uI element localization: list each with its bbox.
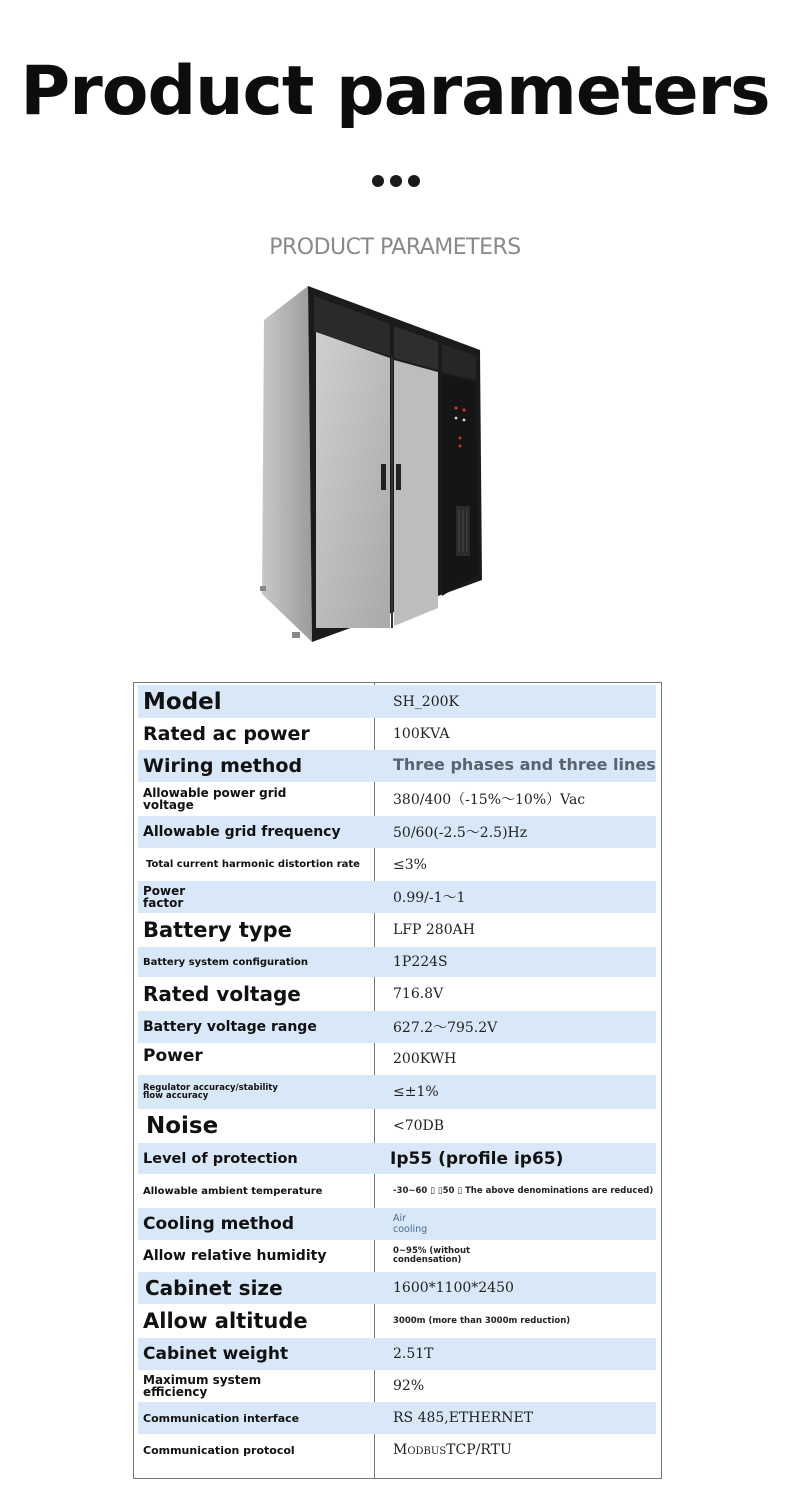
table-row (138, 685, 656, 718)
table-row (138, 1338, 656, 1370)
param-label: Wiring method (143, 755, 303, 777)
table-row (138, 1043, 656, 1075)
table-row (138, 977, 656, 1011)
param-label: Noise (146, 1113, 219, 1139)
param-value: 200KWH (393, 1051, 457, 1067)
param-value: LFP 280AH (393, 922, 475, 938)
table-row (138, 1272, 656, 1304)
table-row (138, 1075, 656, 1109)
table-row (138, 1434, 656, 1466)
param-value: SH_200K (393, 693, 459, 710)
param-value: <70DB (393, 1118, 445, 1134)
param-label: Communication protocol (143, 1443, 295, 1457)
param-value: 0.99/-1～1 (393, 890, 466, 906)
param-value: ≤±1% (393, 1084, 439, 1100)
param-label: Model (143, 688, 222, 715)
param-label: Power factor (143, 884, 186, 910)
table-row (138, 1402, 656, 1434)
table-row (138, 1208, 656, 1240)
param-value: ≤3% (393, 856, 427, 873)
param-label: Rated voltage (143, 982, 301, 1006)
param-value: Ip55 (profile ip65) (390, 1148, 564, 1169)
param-value: 1P224S (393, 954, 448, 970)
param-label: Allow altitude (143, 1309, 308, 1333)
dot (390, 175, 402, 187)
param-label: Cabinet size (145, 1276, 283, 1300)
param-label: Allow relative humidity (143, 1248, 327, 1264)
param-label: Battery type (143, 918, 292, 942)
param-label: Communication interface (143, 1411, 300, 1425)
table-row (138, 816, 656, 848)
param-label: Allowable grid frequency (143, 824, 341, 840)
param-value: 50/60(-2.5～2.5)Hz (393, 825, 528, 841)
param-label: Maximum system efficiency (143, 1373, 262, 1399)
param-label: Total current harmonic distortion rate (146, 859, 360, 870)
ellipsis-dots (372, 175, 420, 187)
param-label: Level of protection (143, 1150, 298, 1167)
table-row (138, 1109, 656, 1143)
table-row (138, 1304, 656, 1338)
param-label: Power (143, 1046, 203, 1066)
dot (408, 175, 420, 187)
table-row (138, 848, 656, 881)
table-row (138, 1240, 656, 1272)
parameters-table (133, 682, 662, 1479)
param-label: Cabinet weight (143, 1344, 289, 1364)
dot (372, 175, 384, 187)
param-value: 92% (393, 1378, 425, 1394)
param-value: 0~95% (without condensation) (393, 1246, 471, 1265)
param-value: 627.2～795.2V (393, 1020, 498, 1036)
table-row (138, 947, 656, 977)
param-value: 3000m (more than 3000m reduction) (393, 1315, 571, 1326)
param-value: -30~60 ▯ ▯50 ▯ The above denominations are reduced) (393, 1185, 654, 1196)
table-row (138, 782, 656, 816)
param-value: Three phases and three lines (393, 754, 656, 774)
table-row (138, 881, 656, 913)
param-label: Cooling method (143, 1214, 294, 1234)
param-value: RS 485,ETHERNET (393, 1410, 534, 1426)
param-value: Air cooling (393, 1213, 428, 1235)
param-label: Battery system configuration (143, 956, 309, 968)
page-title: Product parameters (20, 52, 770, 131)
param-value: 380/400（-15%～10%）Vac (393, 792, 586, 808)
param-label: Battery voltage range (143, 1019, 317, 1035)
table-row (138, 750, 656, 782)
param-label: Rated ac power (143, 723, 310, 745)
param-value: 1600*1100*2450 (393, 1280, 514, 1296)
product-image (250, 278, 490, 650)
table-row (138, 1143, 656, 1174)
param-value: 2.51T (393, 1346, 434, 1362)
table-row (138, 1370, 656, 1402)
table-row (138, 1174, 656, 1208)
param-label: Regulator accuracy/stability flow accuracy (143, 1083, 278, 1101)
section-subtitle: PRODUCT PARAMETERS (269, 235, 521, 260)
param-value: 716.8V (393, 986, 444, 1002)
table-row (138, 913, 656, 947)
param-label: Allowable ambient temperature (143, 1185, 323, 1197)
param-label: Allowable power grid voltage (143, 786, 287, 812)
param-value: ModbusTCP/RTU (393, 1442, 512, 1458)
param-value: 100KVA (393, 726, 450, 742)
